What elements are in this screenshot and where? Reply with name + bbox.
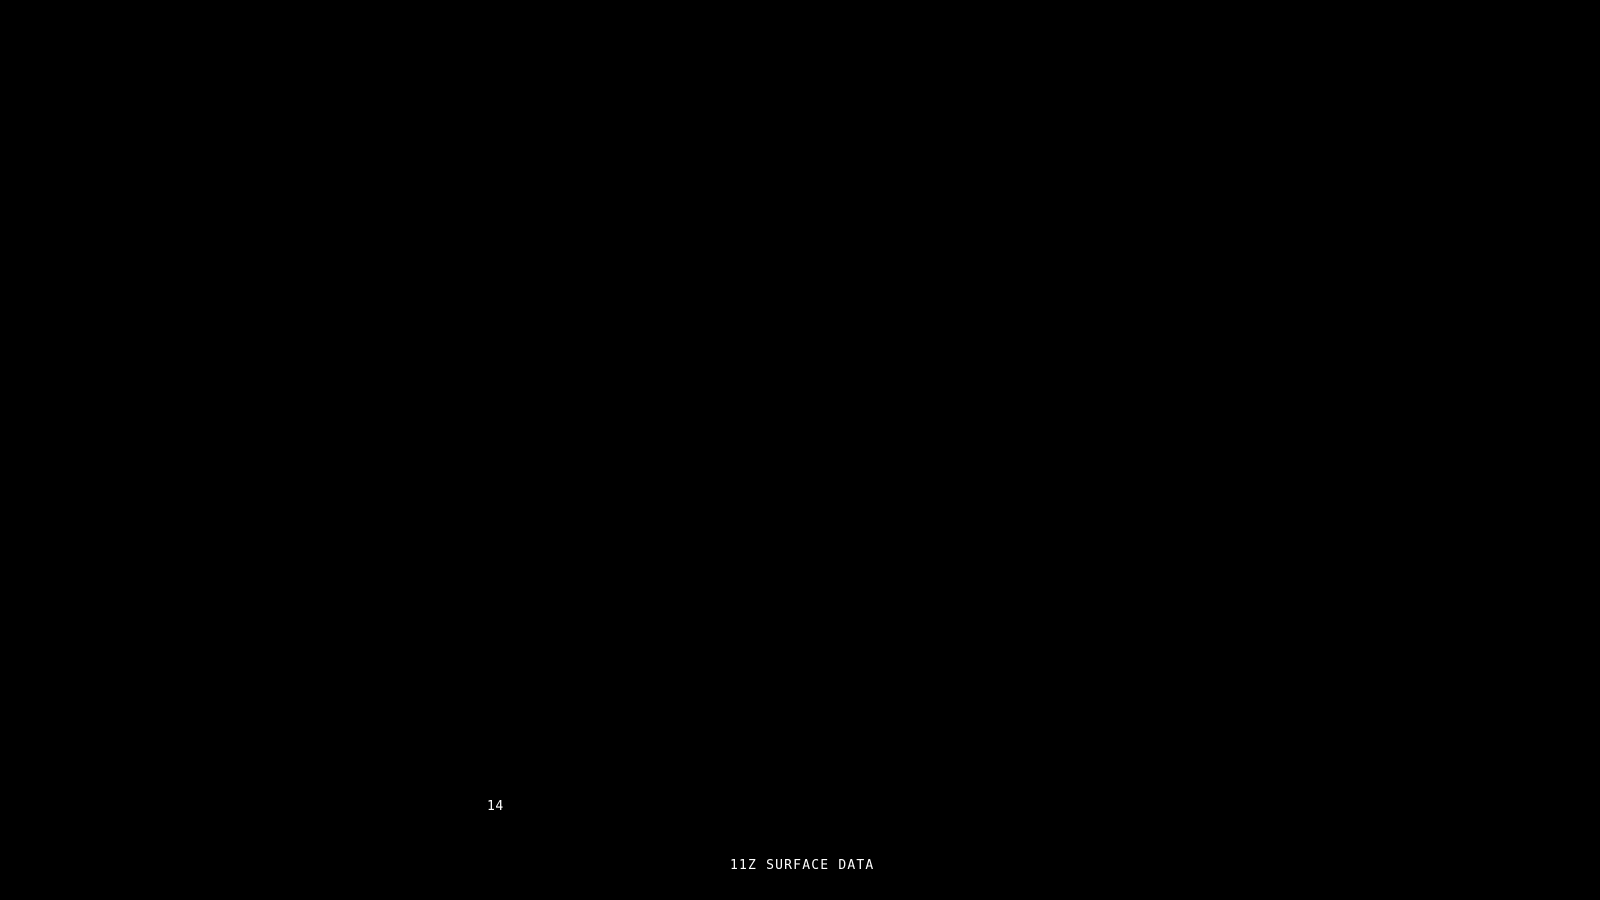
station-plot-temperature: 14 — [487, 799, 504, 814]
map-title-caption: 11Z SURFACE DATA — [730, 858, 875, 873]
